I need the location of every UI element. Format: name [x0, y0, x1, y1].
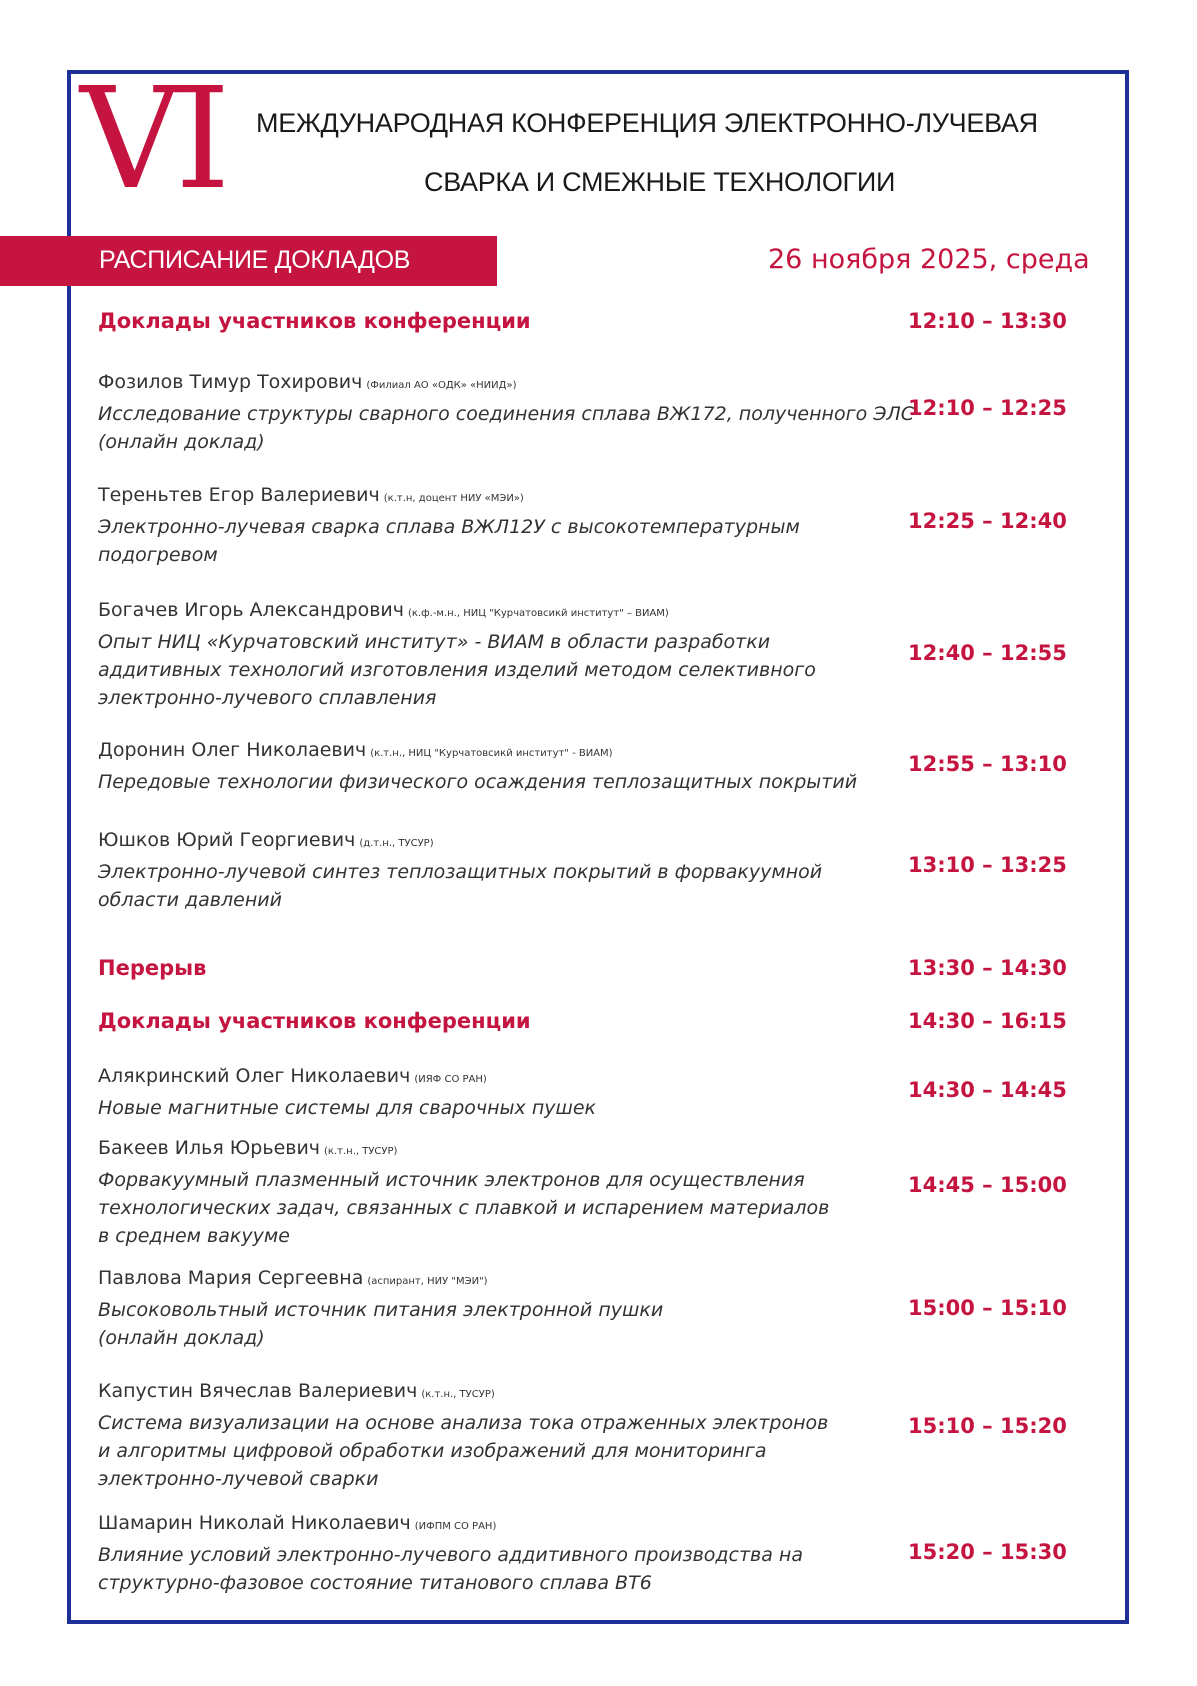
section-time: 13:30 – 14:30	[908, 956, 1067, 980]
conference-title-line-2: СВАРКА И СМЕЖНЫЕ ТЕХНОЛОГИИ	[424, 167, 896, 197]
schedule-entry	[98, 481, 898, 569]
speaker-name: Богачев Игорь Александрович	[98, 599, 404, 621]
speaker-name: Алякринский Олег Николаевич	[98, 1065, 411, 1087]
speaker-line	[98, 596, 898, 628]
talk-title	[98, 400, 915, 456]
talk-title-line: Передовые технологии физического осаждения теплозащитных покрытий	[98, 771, 858, 793]
talk-title	[98, 513, 898, 569]
talk-title	[98, 1541, 898, 1597]
schedule-entry	[98, 596, 898, 712]
talk-title-line: Влияние условий электронно-лучевого аддитивного производства на	[98, 1544, 803, 1566]
speaker-line	[98, 736, 898, 768]
talk-title-line: Исследование структуры сварного соединения сплава ВЖ172, полученного ЭЛС	[98, 403, 915, 425]
talk-title-line: аддитивных технологий изготовления изделий методом селективного	[98, 659, 816, 681]
speaker-line	[98, 826, 898, 858]
talk-title-line: (онлайн доклад)	[98, 431, 265, 453]
entry-time: 12:40 – 12:55	[908, 641, 1067, 665]
section-time: 14:30 – 16:15	[908, 1009, 1067, 1033]
entry-time: 12:25 – 12:40	[908, 509, 1067, 533]
speaker-affiliation: (ИФПМ СО РАН)	[414, 1521, 497, 1532]
speaker-line	[98, 1062, 898, 1094]
entry-time: 12:10 – 12:25	[908, 396, 1067, 420]
speaker-name: Тереньтев Егор Валериевич	[98, 484, 380, 506]
entry-time: 15:20 – 15:30	[908, 1540, 1067, 1564]
speaker-line	[98, 1134, 898, 1166]
talk-title	[98, 768, 898, 796]
schedule-entry	[98, 1509, 898, 1597]
speaker-affiliation: (аспирант, НИУ "МЭИ")	[367, 1276, 488, 1287]
speaker-name: Капустин Вячеслав Валериевич	[98, 1380, 418, 1402]
talk-title-line: Опыт НИЦ «Курчатовский институт» - ВИАМ в области разработки	[98, 631, 771, 653]
schedule-entry	[98, 736, 898, 796]
speaker-line	[98, 1377, 898, 1409]
schedule-entry	[98, 1377, 898, 1493]
speaker-affiliation: (к.ф.-м.н., НИЦ "Курчатовсикй институт" – ВИАМ)	[407, 608, 669, 619]
speaker-line	[98, 1264, 898, 1296]
schedule-date: 26 ноября 2025, среда	[768, 244, 1090, 275]
talk-title-line: Электронно-лучевая сварка сплава ВЖЛ12У с высокотемпературным	[98, 516, 800, 538]
speaker-name: Павлова Мария Сергеевна	[98, 1267, 364, 1289]
talk-title-line: подогревом	[98, 544, 218, 566]
speaker-name: Фозилов Тимур Тохирович	[98, 371, 363, 393]
speaker-line	[98, 368, 898, 400]
talk-title-line: Система визуализации на основе анализа тока отраженных электронов	[98, 1412, 829, 1434]
schedule-banner-label: РАСПИСАНИЕ ДОКЛАДОВ	[99, 246, 411, 274]
schedule-entry	[98, 826, 898, 914]
speaker-line	[98, 481, 898, 513]
section-heading: Доклады участников конференции	[98, 309, 531, 333]
speaker-affiliation: (к.т.н., ТУСУР)	[421, 1389, 495, 1400]
speaker-affiliation: (ИЯФ СО РАН)	[414, 1074, 487, 1085]
talk-title	[98, 1166, 898, 1250]
speaker-name: Бакеев Илья Юрьевич	[98, 1137, 321, 1159]
entry-time: 15:10 – 15:20	[908, 1414, 1067, 1438]
entry-time: 13:10 – 13:25	[908, 853, 1067, 877]
talk-title-line: Новые магнитные системы для сварочных пушек	[98, 1097, 597, 1119]
section-time: 12:10 – 13:30	[908, 309, 1067, 333]
entry-time: 15:00 – 15:10	[908, 1296, 1067, 1320]
talk-title	[98, 1094, 898, 1122]
speaker-affiliation: (Филиал АО «ОДК» «НИИД»)	[366, 380, 517, 391]
speaker-line	[98, 1509, 898, 1541]
talk-title-line: и алгоритмы цифровой обработки изображений для мониторинга	[98, 1440, 767, 1462]
talk-title-line: Электронно-лучевой синтез теплозащитных покрытий в форвакуумной	[98, 861, 823, 883]
speaker-name: Доронин Олег Николаевич	[98, 739, 367, 761]
speaker-affiliation: (к.т.н., ТУСУР)	[324, 1146, 398, 1157]
talk-title-line: Высоковольтный источник питания электронной пушки	[98, 1299, 664, 1321]
schedule-entry	[98, 1062, 898, 1122]
talk-title-line: области давлений	[98, 889, 282, 911]
schedule-entry	[98, 1264, 898, 1352]
section-heading: Доклады участников конференции	[98, 1009, 531, 1033]
schedule-entry	[98, 368, 915, 456]
speaker-affiliation: (д.т.н., ТУСУР)	[359, 838, 434, 849]
talk-title-line: структурно-фазовое состояние титанового сплава ВТ6	[98, 1572, 652, 1594]
talk-title-line: в среднем вакууме	[98, 1225, 290, 1247]
schedule-entry	[98, 1134, 898, 1250]
talk-title	[98, 1296, 898, 1352]
speaker-name: Шамарин Николай Николаевич	[98, 1512, 411, 1534]
entry-time: 14:45 – 15:00	[908, 1173, 1067, 1197]
speaker-name: Юшков Юрий Георгиевич	[98, 829, 356, 851]
talk-title-line: электронно-лучевой сварки	[98, 1468, 379, 1490]
speaker-affiliation: (к.т.н., НИЦ "Курчатовсикй институт" - ВИАМ)	[370, 748, 613, 759]
schedule-banner	[0, 236, 497, 286]
talk-title	[98, 1409, 898, 1493]
talk-title-line: Форвакуумный плазменный источник электронов для осуществления	[98, 1169, 805, 1191]
talk-title-line: электронно-лучевого сплавления	[98, 687, 437, 709]
section-heading: Перерыв	[98, 956, 207, 980]
entry-time: 12:55 – 13:10	[908, 752, 1067, 776]
talk-title	[98, 628, 898, 712]
entry-time: 14:30 – 14:45	[908, 1078, 1067, 1102]
roman-numeral: VI	[80, 58, 225, 221]
conference-title-line-1: МЕЖДУНАРОДНАЯ КОНФЕРЕНЦИЯ ЭЛЕКТРОННО-ЛУЧЕВАЯ	[256, 108, 1038, 138]
talk-title-line: технологических задач, связанных с плавкой и испарением материалов	[98, 1197, 830, 1219]
talk-title	[98, 858, 898, 914]
talk-title-line: (онлайн доклад)	[98, 1327, 265, 1349]
speaker-affiliation: (к.т.н, доцент НИУ «МЭИ»)	[383, 493, 524, 504]
